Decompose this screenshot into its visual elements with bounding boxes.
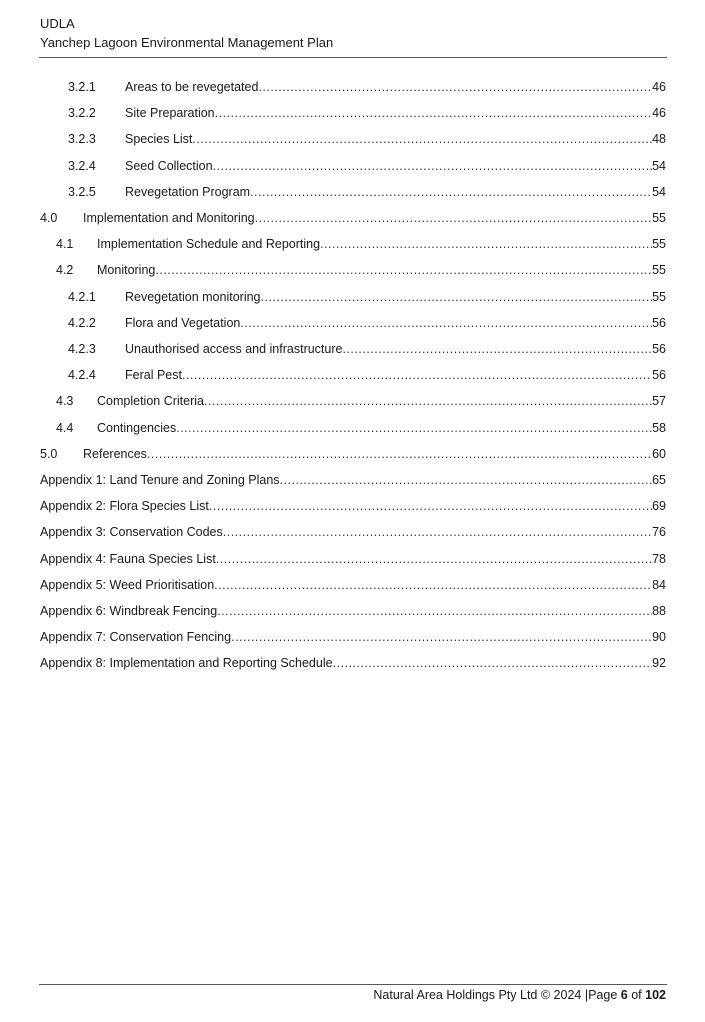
toc-entry-title: Unauthorised access and infrastructure: [125, 342, 343, 356]
toc-entry-page: 76: [652, 525, 666, 540]
toc-entry-title: Appendix 6: Windbreak Fencing: [40, 604, 218, 618]
footer-divider: [39, 984, 667, 985]
toc-dot-leader: [209, 493, 652, 519]
toc-entry-title: Revegetation monitoring: [125, 289, 261, 304]
footer-company: Natural Area Holdings Pty Ltd © 2024: [373, 988, 582, 1002]
toc-entry-title: Implementation Schedule and Reporting: [97, 237, 321, 252]
toc-entry-page: 84: [652, 577, 666, 592]
footer-separator: |: [584, 988, 589, 1002]
toc-entry-title: Species List: [125, 132, 193, 147]
toc-entry-title: Monitoring: [97, 263, 156, 278]
toc-entry[interactable]: [0, 519, 705, 545]
toc-dot-leader: [255, 205, 652, 231]
toc-entry-page: 60: [652, 446, 666, 461]
header-document-title: Yanchep Lagoon Environmental Management Plan: [40, 35, 334, 50]
toc-entry-number: 3.2.1: [68, 80, 96, 94]
page-header: [40, 15, 667, 51]
toc-entry-page: 55: [652, 289, 666, 304]
toc-entry[interactable]: [0, 100, 705, 126]
toc-entry[interactable]: [0, 546, 705, 572]
toc-entry-title: Appendix 1: Land Tenure and Zoning Plans: [40, 473, 280, 487]
page-footer: [373, 987, 666, 1004]
toc-entry[interactable]: [0, 231, 705, 257]
toc-entry-number: 3.2.4: [68, 158, 96, 173]
toc-entry-page: 54: [652, 184, 666, 199]
toc-entry-number: 5.0: [40, 446, 58, 461]
toc-entry-number: 3.2.3: [68, 132, 96, 147]
toc-dot-leader: [214, 572, 652, 598]
toc-entry[interactable]: [0, 257, 705, 283]
toc-entry-number: 4.2.2: [68, 315, 96, 330]
toc-entry[interactable]: [0, 572, 705, 598]
toc-entry-page: 46: [652, 106, 666, 121]
toc-entry-title: References: [83, 446, 147, 461]
toc-entry-page: 55: [652, 263, 666, 278]
toc-dot-leader: [192, 126, 652, 152]
toc-dot-leader: [240, 310, 652, 336]
toc-entry-number: 3.2.2: [68, 106, 96, 121]
toc-dot-leader: [258, 74, 652, 100]
toc-entry-page: 69: [652, 499, 666, 514]
header-org: UDLA: [40, 16, 75, 31]
toc-entry[interactable]: [0, 336, 705, 362]
toc-entry-number: 4.0: [40, 211, 58, 225]
toc-entry[interactable]: [0, 205, 705, 231]
toc-entry-page: 48: [652, 132, 666, 147]
toc-dot-leader: [155, 257, 652, 283]
toc-entry-page: 56: [652, 368, 666, 383]
toc-entry[interactable]: [0, 493, 705, 519]
toc-entry-page: 57: [652, 394, 666, 409]
toc-entry-page: 56: [652, 342, 666, 356]
toc-entry-title: Feral Pest: [125, 368, 182, 383]
toc-dot-leader: [217, 598, 652, 624]
toc-entry[interactable]: [0, 362, 705, 388]
toc-entry-page: 56: [652, 315, 666, 330]
toc-entry-title: Appendix 3: Conservation Codes: [40, 525, 223, 540]
toc-entry-title: Flora and Vegetation: [125, 315, 241, 330]
toc-dot-leader: [342, 336, 652, 362]
toc-entry-page: 92: [652, 656, 666, 671]
toc-dot-leader: [333, 650, 653, 676]
toc-entry-title: Seed Collection: [125, 158, 213, 173]
toc-entry-number: 4.3: [56, 394, 74, 409]
header-divider: [39, 57, 667, 58]
toc-entry-page: 65: [652, 473, 666, 487]
toc-dot-leader: [176, 415, 652, 441]
toc-dot-leader: [280, 467, 653, 493]
toc-entry-number: 4.4: [56, 420, 74, 435]
toc-dot-leader: [320, 231, 652, 257]
toc-entry-title: Appendix 8: Implementation and Reporting Schedule: [40, 656, 333, 671]
toc-dot-leader: [182, 362, 652, 388]
toc-entry-title: Areas to be revegetated: [125, 80, 259, 94]
toc-entry[interactable]: [0, 441, 705, 467]
toc-entry-number: 4.2: [56, 263, 74, 278]
toc-entry-title: Site Preparation: [125, 106, 215, 121]
toc-dot-leader: [261, 284, 653, 310]
toc-entry[interactable]: [0, 415, 705, 441]
footer-page-total: 102: [645, 988, 666, 1002]
toc-entry-page: 55: [652, 237, 666, 252]
toc-entry-number: 3.2.5: [68, 184, 96, 199]
toc-entry-title: Contingencies: [97, 420, 177, 435]
toc-entry-page: 88: [652, 604, 666, 618]
toc-entry-title: Implementation and Monitoring: [83, 211, 255, 225]
toc-entry[interactable]: [0, 126, 705, 152]
footer-page-current: 6: [620, 988, 628, 1002]
toc-entry-title: Appendix 5: Weed Prioritisation: [40, 577, 215, 592]
toc-entry-page: 46: [652, 80, 666, 94]
toc-entry-title: Completion Criteria: [97, 394, 204, 409]
toc-dot-leader: [250, 179, 652, 205]
toc-entry[interactable]: [0, 310, 705, 336]
toc-entry-number: 4.1: [56, 237, 74, 252]
toc-entry-number: 4.2.4: [68, 368, 96, 383]
toc-entry-page: 58: [652, 420, 666, 435]
toc-entry-number: 4.2.1: [68, 289, 96, 304]
toc-entry-page: 90: [652, 630, 666, 645]
footer-page-word: Page: [588, 988, 618, 1002]
toc-entry-page: 78: [652, 551, 666, 566]
toc-entry-title: Appendix 4: Fauna Species List: [40, 551, 216, 566]
toc-entry[interactable]: [0, 467, 705, 493]
toc-entry[interactable]: [0, 284, 705, 310]
toc-entry[interactable]: [0, 153, 705, 179]
toc-dot-leader: [213, 153, 653, 179]
toc-dot-leader: [147, 441, 652, 467]
toc-entry-page: 54: [652, 158, 666, 173]
toc-dot-leader: [223, 519, 652, 545]
toc-dot-leader: [216, 546, 652, 572]
toc-dot-leader: [204, 388, 652, 414]
toc-entry-title: Appendix 7: Conservation Fencing: [40, 630, 232, 645]
toc-dot-leader: [231, 624, 652, 650]
toc-entry[interactable]: [0, 624, 705, 650]
toc-dot-leader: [215, 100, 652, 126]
toc-entry[interactable]: [0, 650, 705, 676]
toc-entry[interactable]: [0, 388, 705, 414]
toc-entry-number: 4.2.3: [68, 342, 96, 356]
toc-entry-page: 55: [652, 211, 666, 225]
footer-of-word: of: [631, 988, 642, 1002]
toc-entry[interactable]: [0, 179, 705, 205]
toc-entry[interactable]: [0, 598, 705, 624]
toc-entry-title: Revegetation Program: [125, 184, 251, 199]
toc-entry-title: Appendix 2: Flora Species List: [40, 499, 209, 514]
toc-entry[interactable]: [0, 74, 705, 100]
